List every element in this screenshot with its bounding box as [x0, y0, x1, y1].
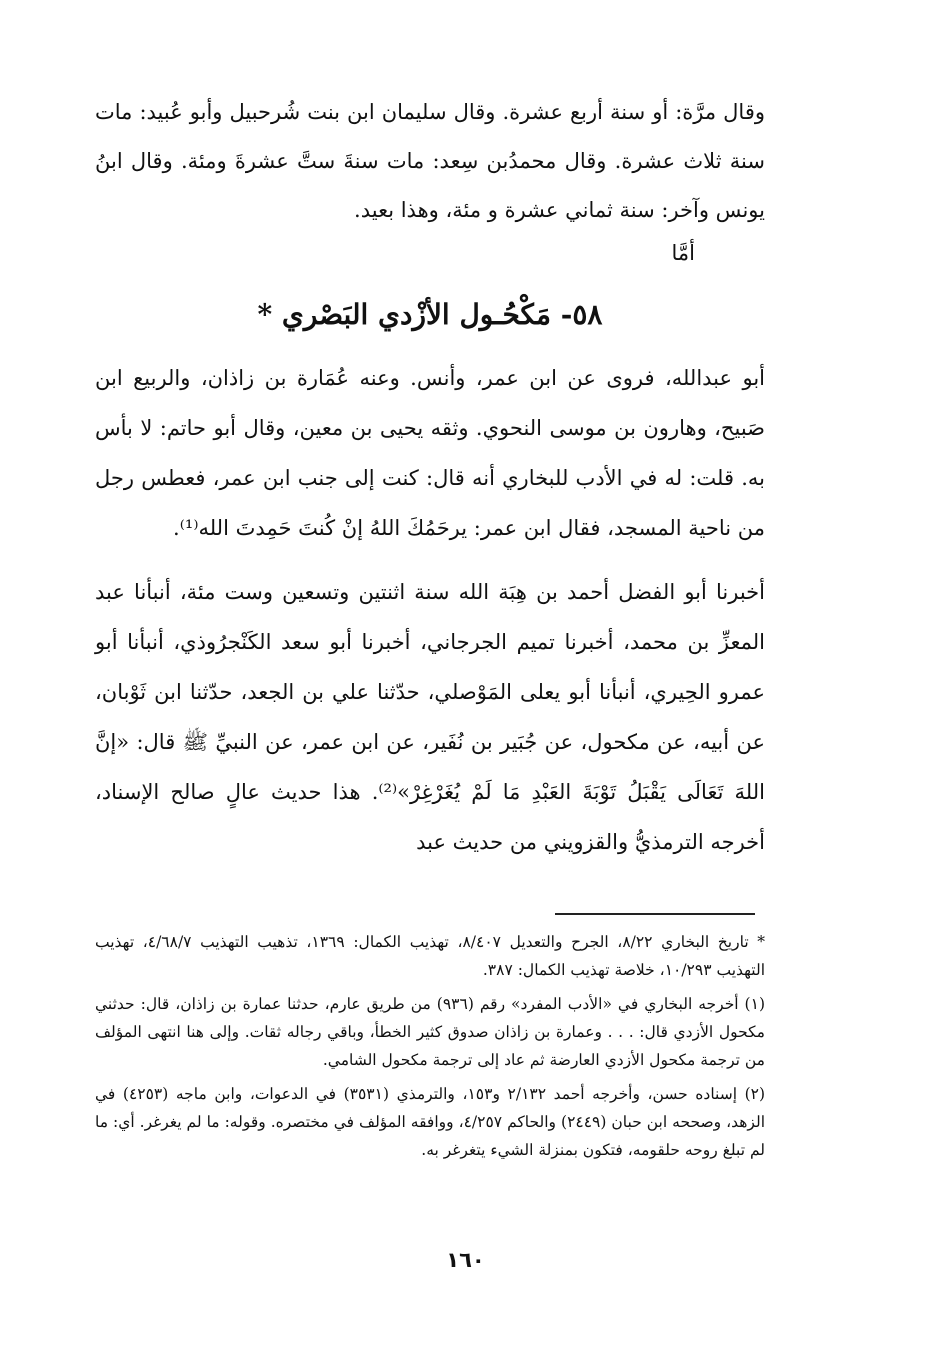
main-text — [95, 88, 765, 867]
paragraph-gap — [95, 553, 765, 567]
footnote-2: (٢) إسناده حسن، وأخرجه أحمد ٢/١٣٢ و١٥٣، والترمذي (٣٥٣١) في الدعوات، وابن ماجه (٤٢٥٣) في الزهد، وصححه ابن حبان (٢٤٤٩) والحاكم ٤/٢٥٧، ووافقه المؤلف في مختصره. وقوله: ما لم يغرغر. أي: ما لم تبلغ روحه حلقومه، فتكون بمنزلة الشيء يتغرغر به. — [95, 1085, 766, 1159]
entry-paragraph-1: أبو عبدالله، فروى عن ابن عمر، وأنس. وعنه عُمَارة بن زاذان، والربيع ابن صَبيح، وهارون بن موسى النحوي. وثقه يحيى بن معين، وقال أبو حاتم: لا بأس به. قلت: له في الأدب للبخاري أنه قال: كنت إلى جنب ابن عمر، فعطس رجل من ناحية المسجد، فقال ابن عمر: يرحَمُكَ اللهُ إنْ كُنتَ حَمِدتَ الله⁽¹⁾. — [95, 366, 765, 540]
footnote-star: * تاريخ البخاري ٨/٢٢، الجرح والتعديل ٨/٤٠٧، تهذيب الكمال: ١٣٦٩، تذهيب التهذيب ٤/٦٨/٧، تهذيب التهذيب ١٠/٢٩٣، خلاصة تهذيب الكمال: ٣٨٧. — [95, 933, 766, 979]
footnote-divider — [555, 913, 755, 915]
entry-title: ٥٨- مَكْحُـول الأزْدي البَصْري * — [257, 298, 603, 331]
page-number: ١٦٠ — [446, 1248, 485, 1272]
entry-paragraph-2: أخبرنا أبو الفضل أحمد بن هِبَة الله سنة اثنتين وتسعين وست مئة، أنبأنا عبد المعزِّ بن محمد، أخبرنا تميم الجرجاني، أخبرنا أبو سعد الكَنْجرُوذي، أنبأنا أبو عمرو الحِيري، أنبأنا أبو يعلى المَوْصلي، حدّثنا علي بن الجعد، حدّثنا ابن ثَوْبان، عن أبيه، عن مكحول، عن جُبَير بن نُفَير، عن ابن عمر، عن النبيِّ ﷺ قال: «إنَّ اللهَ تَعَالَى يَقْبَلُ تَوْبَةَ العَبْدِ مَا لَمْ يُغَرْغِرْ»⁽²⁾. هذا حديث عالٍ صالح الإسناد، أخرجه الترمذيُّ والقزويني من حديث عبد — [95, 580, 765, 854]
footnotes — [95, 928, 765, 1164]
footnote-1: (١) أخرجه البخاري في «الأدب المفرد» رقم (٩٣٦) من طريق عارم، حدثنا عمارة بن زاذان، قال: حدثني مكحول الأزدي قال: . . . وعمارة بن زاذان صدوق كثير الخطأ، وباقي رجاله ثقات. وإلى هنا انتهى المؤلف من ترجمة مكحول الأزدي العارضة ثم عاد إلى ترجمة مكحول الشامي. — [95, 995, 765, 1069]
top-paragraph: وقال مرَّة: أو سنة أربع عشرة. وقال سليمان ابن بنت شُرحبيل وأبو عُبيد: مات سنة ثلاث عشرة. وقال محمدُبن سِعد: مات سنةَ ستَّ عشرةَ ومئة. وقال ابنُ يونس وآخر: سنة ثماني عشرة و مئة، وهذا بعيد. — [95, 100, 765, 222]
catchword: أمَّا — [671, 241, 695, 265]
